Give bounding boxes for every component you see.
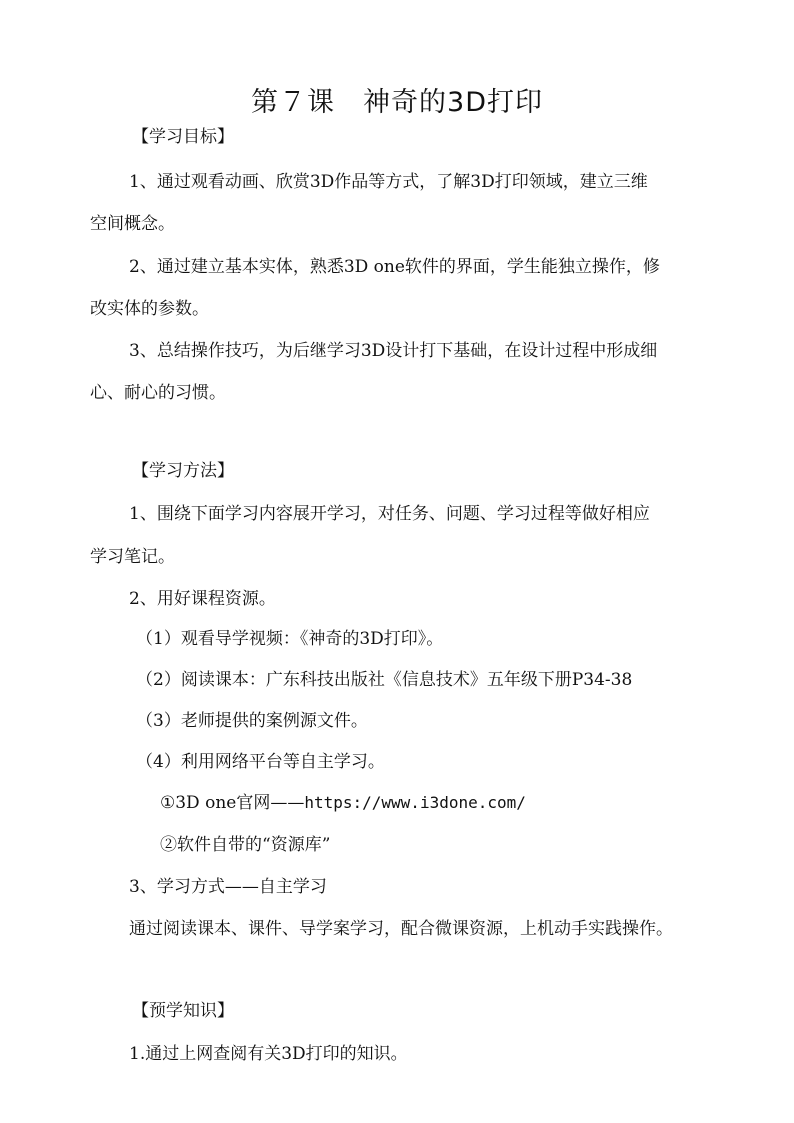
methods-item-3: 3、学习方式——自主学习: [129, 877, 327, 897]
methods-item-1-line-1: 1、围绕下面学习内容展开学习，对任务、问题、学习过程等做好相应: [129, 504, 650, 524]
methods-item-1-line-2: 学习笔记。: [90, 547, 175, 567]
methods-sub-4: （4）利用网络平台等自主学习。: [136, 752, 385, 772]
methods-sub-1: （1）观看导学视频：《神奇的3D打印》。: [136, 629, 444, 649]
resource-1-label: ①3D one官网——: [160, 793, 305, 813]
methods-item-2: 2、用好课程资源。: [129, 589, 276, 609]
goals-item-1-line-2: 空间概念。: [90, 214, 175, 234]
resource-1: [160, 791, 526, 815]
goals-heading: 【学习目标】: [132, 127, 234, 147]
resource-2: ②软件自带的“资源库”: [160, 835, 331, 855]
prereq-item-1: 1.通过上网查阅有关3D打印的知识。: [129, 1044, 408, 1064]
goals-item-2-line-2: 改实体的参数。: [90, 299, 209, 319]
goals-item-3-line-2: 心、耐心的习惯。: [90, 383, 226, 403]
page-title: 第７课 神奇的3D打印: [251, 87, 543, 118]
prereq-heading: 【预学知识】: [132, 1001, 234, 1021]
methods-item-3-desc: 通过阅读课本、课件、导学案学习，配合微课资源，上机动手实践操作。: [129, 919, 673, 939]
goals-item-2-line-1: 2、通过建立基本实体，熟悉3D one软件的界面，学生能独立操作，修: [129, 257, 660, 277]
goals-item-1-line-1: 1、通过观看动画、欣赏3D作品等方式，了解3D打印领域，建立三维: [129, 172, 648, 192]
resource-1-url: https://www.i3done.com/: [304, 793, 526, 812]
goals-item-3-line-1: 3、总结操作技巧，为后继学习3D设计打下基础，在设计过程中形成细: [129, 341, 658, 361]
methods-sub-2: （2）阅读课本：广东科技出版社《信息技术》五年级下册P34-38: [136, 670, 633, 690]
methods-sub-3: （3）老师提供的案例源文件。: [136, 711, 368, 731]
methods-heading: 【学习方法】: [132, 461, 234, 481]
